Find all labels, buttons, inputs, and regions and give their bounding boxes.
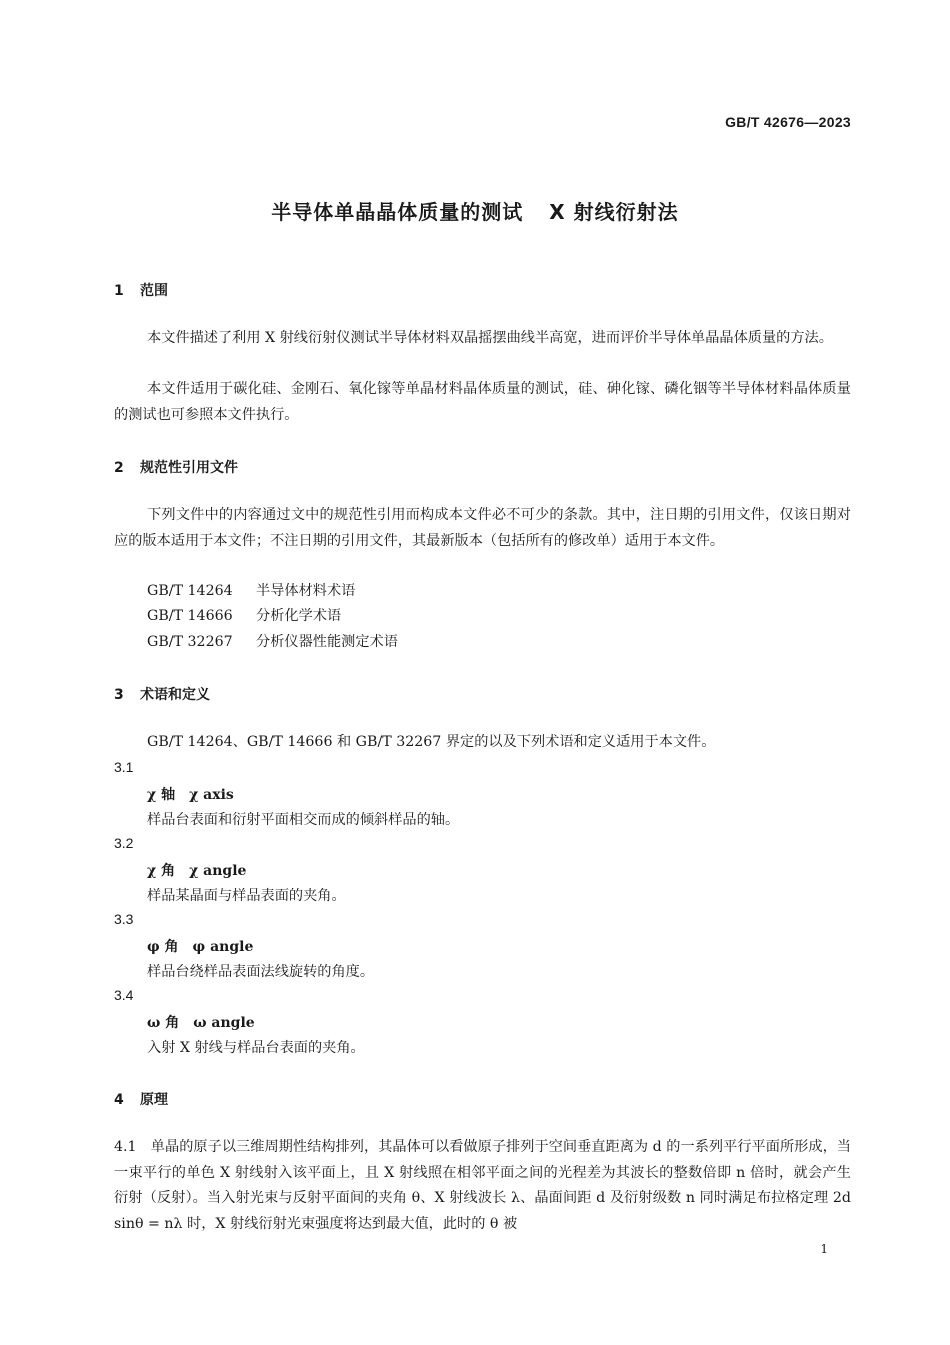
title-method: X 射线衍射法 (549, 200, 679, 224)
term-definition: 样品台表面和衍射平面相交而成的倾斜样品的轴。 (147, 812, 460, 828)
normative-reference: GB/T 14666 分析化学术语 (147, 608, 342, 624)
term-definition: 入射 X 射线与样品台表面的夹角。 (147, 1040, 365, 1056)
section-3-paragraph-1: GB/T 14264、GB/T 14666 和 GB/T 32267 界定的以及下列术语和定义适用于本文件。 (147, 734, 716, 750)
term-number: 3.3 (114, 911, 134, 927)
section-2-paragraph-1: 下列文件中的内容通过文中的规范性引用而构成本文件必不可少的条款。其中，注日期的引用文件，仅该日期对应的版本适用于本文件；不注日期的引用文件，其最新版本（包括所有的修改单）适用于本文件。 (114, 507, 851, 549)
section-1-paragraph-1: 本文件描述了利用 X 射线衍射仪测试半导体材料双晶摇摆曲线半高宽，进而评价半导体单晶晶体质量的方法。 (147, 330, 833, 346)
term-name: ω 角 ω angle (147, 1015, 255, 1031)
term-name: φ 角 φ angle (147, 939, 254, 955)
section-1-paragraph-2: 本文件适用于碳化硅、金刚石、氧化镓等单晶材料晶体质量的测试，硅、砷化镓、磷化铟等半导体材料晶体质量的测试也可参照本文件执行。 (114, 381, 851, 423)
term-definition: 样品台绕样品表面法线旋转的角度。 (147, 964, 375, 980)
section-2-heading: 2 规范性引用文件 (114, 460, 238, 476)
section-3-heading: 3 术语和定义 (114, 687, 210, 703)
normative-reference: GB/T 14264 半导体材料术语 (147, 583, 356, 599)
term-number: 3.4 (114, 987, 134, 1003)
section-4-paragraph-1: 4.1 单晶的原子以三维周期性结构排列，其晶体可以看做原子排列于空间垂直距离为 d 的一系列平行平面所形成，当一束平行的单色 X 射线射入该平面上，且 X 射线照在相邻平面之间的光程差为其波长的整数倍即 n 倍时，就会产生衍射（反射）。当入射光束与反射平面间的夹角 θ、X 射线波长 λ、晶面间距 d 及衍射级数 n 同时满足布拉格定理 2d sinθ = nλ 时，X 射线衍射光束强度将达到最大值，此时的 θ 被 (114, 1139, 851, 1232)
page-number: 1 (820, 1242, 828, 1256)
term-number: 3.1 (114, 759, 134, 775)
term-name: χ 角 χ angle (147, 863, 247, 879)
section-1-heading: 1 范围 (114, 283, 168, 299)
title-main: 半导体单晶晶体质量的测试 (271, 200, 524, 224)
section-4-heading: 4 原理 (114, 1092, 168, 1108)
document-title (0, 196, 950, 225)
term-number: 3.2 (114, 835, 134, 851)
normative-reference: GB/T 32267 分析仪器性能测定术语 (147, 634, 398, 650)
term-definition: 样品某晶面与样品表面的夹角。 (147, 888, 346, 904)
standard-code: GB/T 42676—2023 (725, 114, 851, 130)
term-name: χ 轴 χ axis (147, 787, 234, 803)
